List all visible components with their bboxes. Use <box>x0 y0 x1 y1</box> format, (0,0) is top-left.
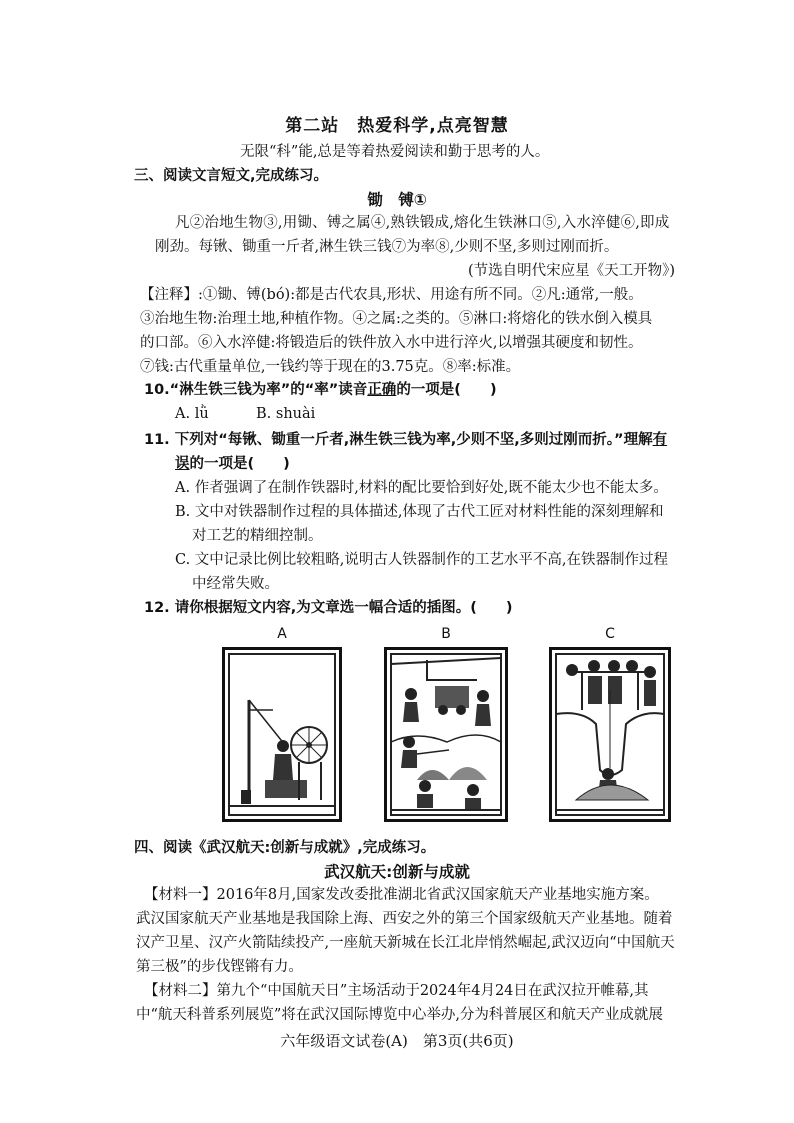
q11-option-b-cont: 对工艺的精细控制。 <box>192 528 323 544</box>
station-title: 第二站 热爱科学,点亮智慧 <box>285 116 509 136</box>
article-title: 武汉航天:创新与成就 <box>324 863 470 881</box>
material-two-line: 中“航天科普系列展览”将在武汉国际博览中心举办,分为科普展区和航天产业成就展 <box>136 1007 663 1023</box>
notes-line: ③治地生物:治理土地,种植作物。④之属:之类的。⑤淋口:将熔化的铁水倒入模具 <box>140 311 653 327</box>
question-11-stem-cont: 误的一项是( ) <box>175 456 290 472</box>
illustration-a[interactable] <box>222 647 342 822</box>
q10-option-a: A. lǜ <box>175 406 209 422</box>
material-two-line: 【材料二】第九个“中国航天日”主场活动于2024年4月24日在武汉拉开帷幕,其 <box>144 983 649 999</box>
q11-option-b: B. 文中对铁器制作过程的具体描述,体现了古代工匠对材料性能的深刻理解和 <box>175 504 664 520</box>
picture-label-b: B <box>441 626 451 642</box>
notes-line: ⑦钱:古代重量单位,一钱约等于现在的3.75克。⑧率:标准。 <box>140 359 521 375</box>
text-source: (节选自明代宋应星《天工开物》) <box>468 263 676 279</box>
material-one-line: 第三极”的步伐铿锵有力。 <box>136 959 303 975</box>
classical-text-line: 凡②治地生物③,用锄、镈之属④,熟铁锻成,熔化生铁淋口⑤,入水淬健⑥,即成 <box>175 215 670 231</box>
notes-line: 【注释】:①锄、镈(bó):都是古代农具,形状、用途有所不同。②凡:通常,一般。 <box>140 287 643 303</box>
material-one-line: 【材料一】2016年8月,国家发改委批准湖北省武汉国家航天产业基地实施方案。 <box>144 887 659 903</box>
picture-label-a: A <box>277 626 287 642</box>
section3-heading: 三、阅读文言短文,完成练习。 <box>134 168 329 184</box>
material-one-line: 汉产卫星、汉产火箭陆续投产,一座航天新城在长江北岸悄然崛起,武汉迈向“中国航天 <box>136 935 675 951</box>
question-11-stem: 11. 下列对“每锹、锄重一斤者,淋生铁三钱为率,少则不坚,多则过刚而折。”理解有 <box>144 432 668 448</box>
question-12-stem: 12. 请你根据短文内容,为文章选一幅合适的插图。( ) <box>144 600 513 616</box>
illustration-c[interactable] <box>549 647 671 822</box>
wire-drawing-scene <box>225 650 339 819</box>
forging-scene <box>387 650 505 819</box>
picture-label-c: C <box>605 626 615 642</box>
classical-text-title: 锄 镈① <box>367 191 427 209</box>
station-motto: 无限“科”能,总是等着热爱阅读和勤于思考的人。 <box>240 144 550 160</box>
q10-option-b: B. shuài <box>256 406 316 422</box>
question-10-stem: 10.“淋生铁三钱为率”的“率”读音正确的一项是( ) <box>144 382 497 398</box>
illustration-b[interactable] <box>384 647 508 822</box>
notes-line: 的口部。⑥入水淬健:将锻造后的铁件放入水中进行淬火,以增强其硬度和韧性。 <box>140 335 643 351</box>
q11-option-c: C. 文中记录比例比较粗略,说明古人铁器制作的工艺水平不高,在铁器制作过程 <box>175 552 669 568</box>
q11-option-a: A. 作者强调了在制作铁器时,材料的配比要恰到好处,既不能太少也不能太多。 <box>175 480 668 496</box>
q11-option-c-cont: 中经常失败。 <box>192 576 279 592</box>
classical-text-line: 刚劲。每锹、锄重一斤者,淋生铁三钱⑦为率⑧,少则不坚,多则过刚而折。 <box>155 239 619 255</box>
mining-scene <box>552 650 668 819</box>
material-one-line: 武汉国家航天产业基地是我国除上海、西安之外的第三个国家级航天产业基地。随着 <box>136 911 673 927</box>
section4-heading: 四、阅读《武汉航天:创新与成就》,完成练习。 <box>134 840 436 856</box>
page-footer: 六年级语文试卷(A) 第3页(共6页) <box>280 1032 514 1050</box>
